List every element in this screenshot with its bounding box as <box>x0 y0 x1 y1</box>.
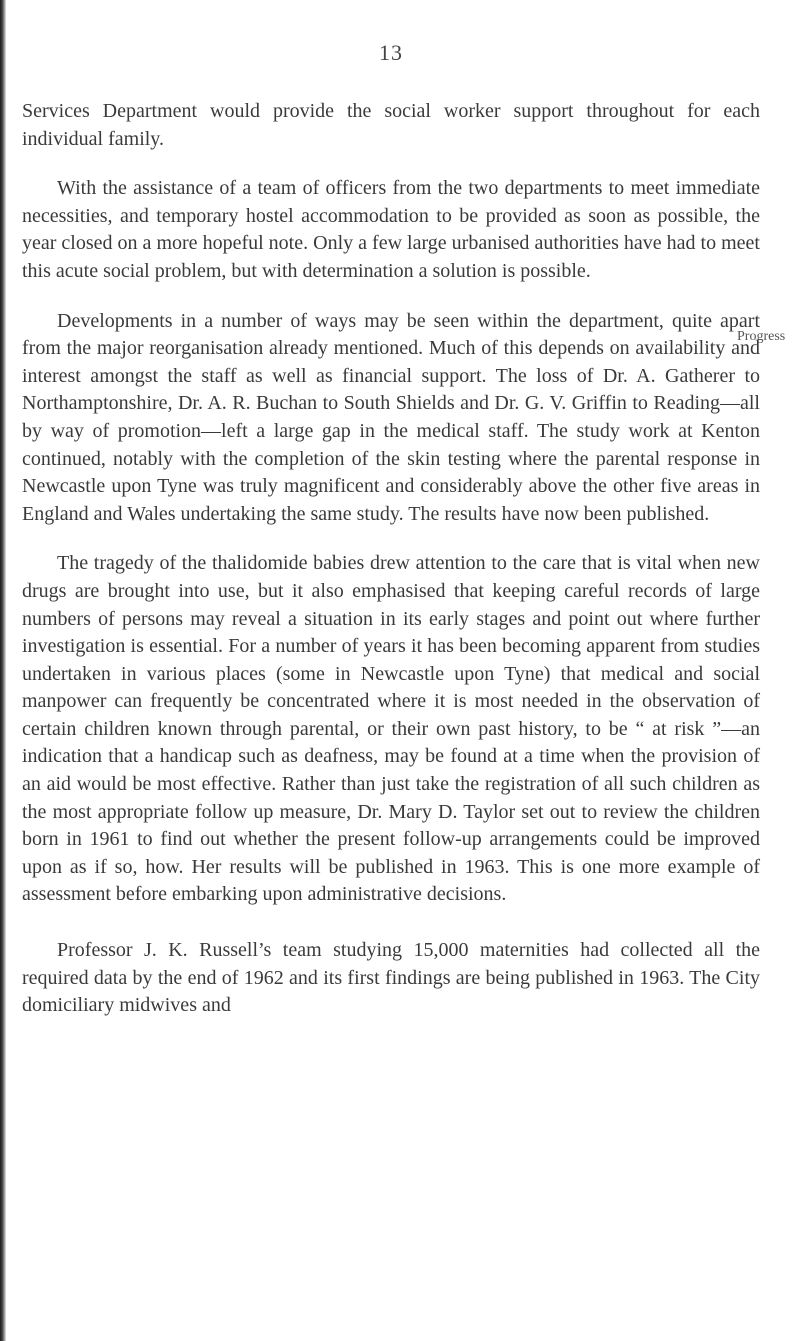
margin-note-progress: Progress <box>737 329 786 344</box>
paragraph-thalidomide: The tragedy of the thalidomide babies drew attention to the care that is vital when new drugs are brought into use, but it also emphasised that keeping careful records of large numbers of persons may reveal a situation in its early stages and point out where further investigation is essential. For a number of years it has been becoming apparent from studies undertaken in various places (some in Newcastle upon Tyne) that medical and social manpower can frequently be concentrated where it is most needed in the observation of certain children known through parental, or their own past history, to be “ at risk ”—an indication that a handicap such as deafness, may be found at a time when the provision of an aid would be most effective. Rather than just take the registration of all such children as the most appropriate follow up measure, Dr. Mary D. Taylor set out to review the children born in 1961 to find out whether the present follow-up arrangements could be improved upon as if so, how. Her results will be published in 1963. This is one more example of assessment before embarking upon administrative decisions. <box>22 552 760 906</box>
paragraph-maternities-study: Professor J. K. Russell’s team studying 15,000 maternities had collected all the required data by the end of 1962 and its first findings are being published in 1963. The City domiciliary midwives and <box>22 939 760 1017</box>
paragraph-hostel-accommodation: With the assistance of a team of officers from the two departments to meet immediate necessities, and temporary hostel accommodation to be provided as soon as possible, the year closed on a more hopeful note. Only a few large urbanised authorities have had to meet this acute social problem, but with determination a solution is possible. <box>22 177 760 282</box>
paragraph-progress-developments: Developments in a number of ways may be seen within the department, quite apart from the major reorganisation already mentioned. Much of this depends on availability and interest amongst the staff as well as financial support. The loss of Dr. A. Gatherer to Northamptonshire, Dr. A. R. Buchan to South Shields and Dr. G. V. Griffin to Reading—all by way of promotion—left a large gap in the medical staff. The study work at Kenton continued, notably with the completion of the skin testing where the parental response in Newcastle upon Tyne was truly magnificent and considerably above the other five areas in England and Wales undertaking the same study. The results have now been published. <box>22 309 760 525</box>
page-binding-edge <box>0 0 6 1341</box>
body-text <box>22 98 760 1042</box>
paragraph-social-worker-support: Services Department would provide the social worker support throughout for each individual family. <box>22 100 760 150</box>
page-number: 13 <box>379 40 403 65</box>
